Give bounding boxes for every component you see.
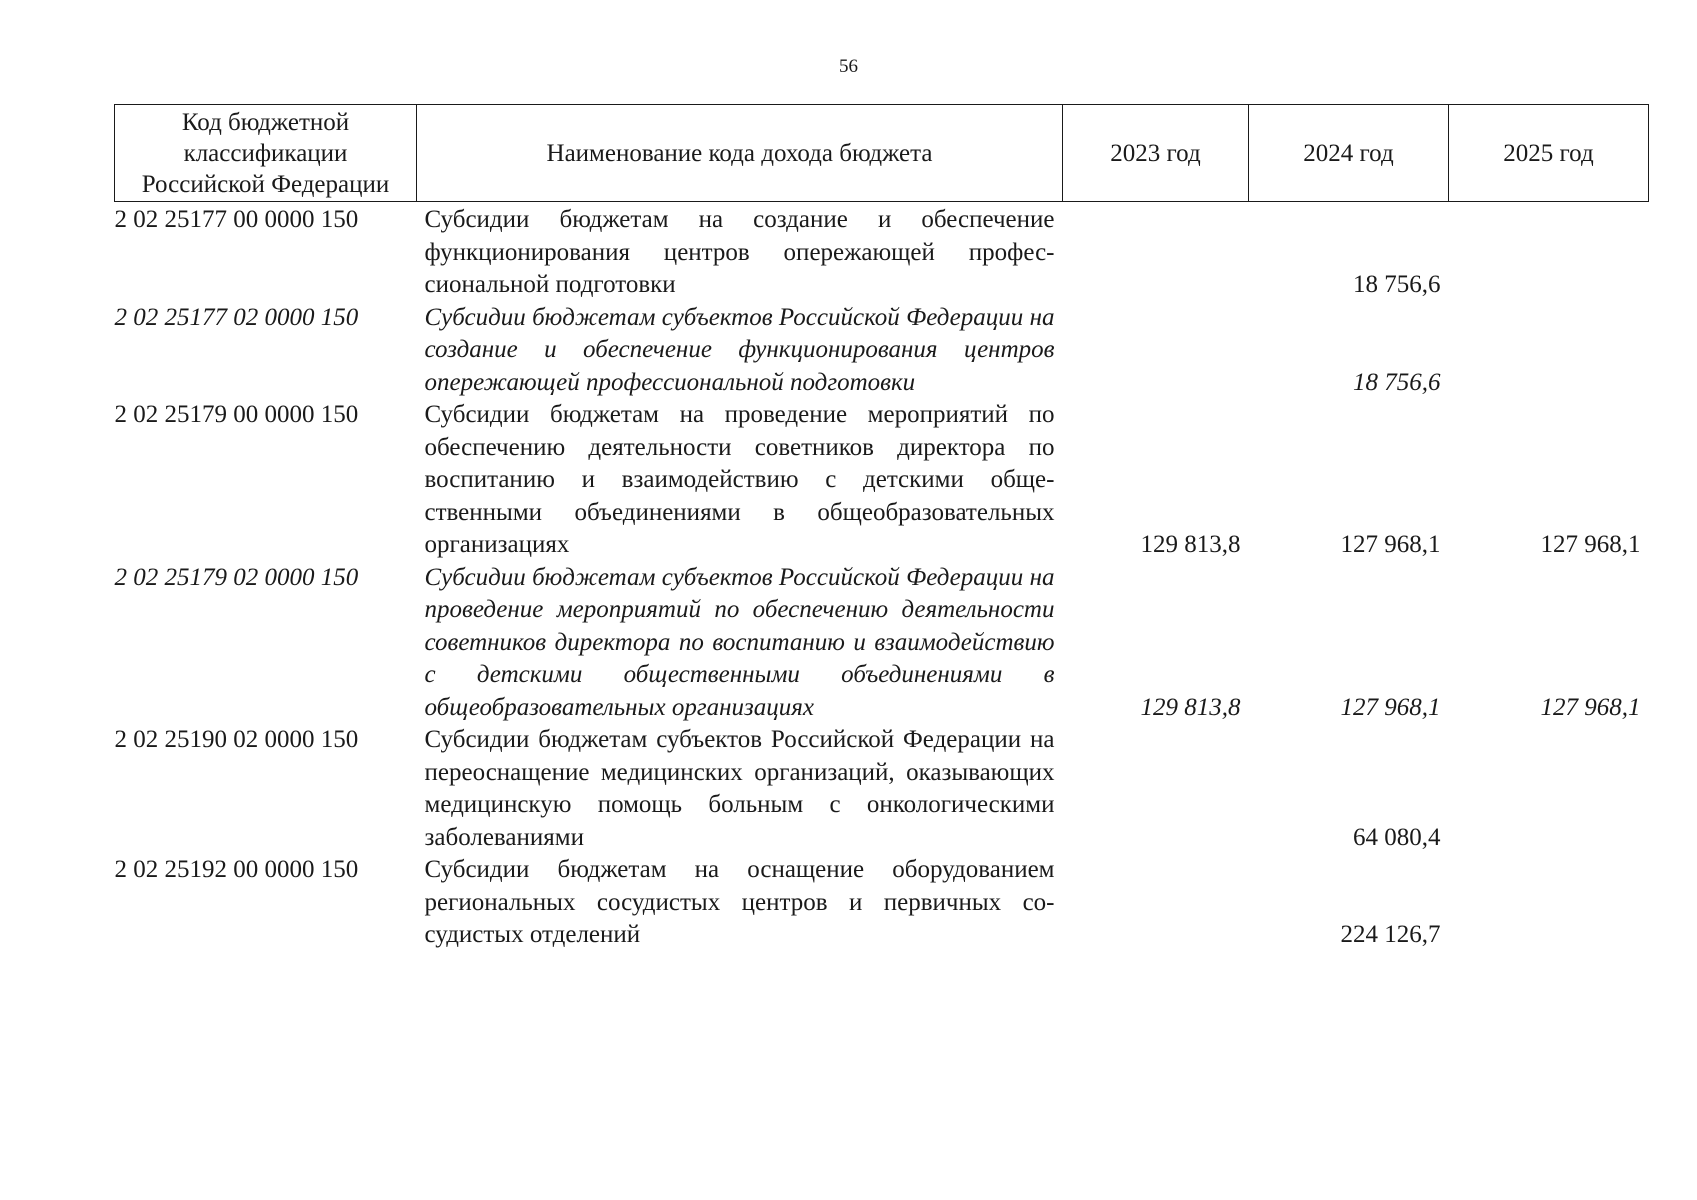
row-value-2024: 224 126,7 (1340, 921, 1441, 948)
row-value-2023 (1063, 854, 1249, 952)
header-2025: 2025 год (1449, 105, 1649, 202)
table-row (115, 399, 1649, 562)
row-code: 2 02 25190 02 0000 150 (114, 726, 359, 753)
row-value-2025: 127 968,1 (1540, 531, 1641, 558)
row-value-2025 (1449, 854, 1649, 952)
row-value-2025: 127 968,1 (1540, 693, 1641, 721)
table-row (115, 302, 1649, 400)
row-value-2025 (1449, 202, 1649, 302)
table-body (115, 202, 1649, 952)
page-number: 56 (839, 56, 858, 77)
row-code: 2 02 25192 00 0000 150 (114, 856, 359, 883)
row-code: 2 02 25177 02 0000 150 (114, 303, 359, 331)
table-row (115, 562, 1649, 725)
table-row (115, 202, 1649, 302)
budget-table (114, 104, 1649, 952)
table-row (115, 854, 1649, 952)
row-value-2025 (1449, 302, 1649, 400)
table-row (115, 724, 1649, 854)
row-value-2025 (1449, 724, 1649, 854)
row-value-2023 (1063, 202, 1249, 302)
header-2023: 2023 год (1063, 105, 1249, 202)
row-value-2023 (1063, 302, 1249, 400)
table-header (115, 105, 1649, 202)
row-value-2023: 129 813,8 (1140, 531, 1241, 558)
row-value-2024: 127 968,1 (1340, 693, 1441, 721)
row-code: 2 02 25179 00 0000 150 (114, 401, 359, 428)
row-value-2024: 18 756,6 (1353, 271, 1441, 298)
header-2024: 2024 год (1249, 105, 1449, 202)
header-code: Код бюджетной классификации Российской Федерации (115, 105, 417, 202)
row-value-2024: 18 756,6 (1353, 368, 1441, 396)
row-value-2023: 129 813,8 (1140, 693, 1241, 721)
row-code: 2 02 25179 02 0000 150 (114, 563, 359, 591)
row-value-2024: 127 968,1 (1340, 531, 1441, 558)
row-name: Субсидии бюджетам субъектов Российской Федерации на проведение мероприятий по обеспечению деятельности советников директора по воспитанию и взаимодействию с детскими общественными объединениями в общеобразовательных организациях (424, 563, 1055, 721)
row-name: Субсидии бюджетам субъектов Российской Федерации на создание и обеспечение функционирования центров опережающей профессиональной подготовки (424, 303, 1055, 396)
row-code: 2 02 25177 00 0000 150 (114, 206, 359, 233)
row-value-2023 (1063, 724, 1249, 854)
header-name: Наименование кода дохода бюджета (417, 105, 1063, 202)
row-name: Субсидии бюджетам на оснащение оборудованием региональных сосудистых центров и первичных сосудистых отделений (424, 856, 1055, 948)
row-name: Субсидии бюджетам на проведение мероприятий по обеспечению деятельности советников директора по воспитанию и взаимодействию с детскими общественными объединениями в общеобразовательных организациях (424, 401, 1055, 558)
row-value-2024: 64 080,4 (1353, 823, 1441, 851)
row-name: Субсидии бюджетам субъектов Российской Федерации на переоснащение медицинских организаций, оказывающих медицинскую помощь больным с онкологическими заболеваниями (424, 726, 1055, 851)
row-name: Субсидии бюджетам на создание и обеспечение функционирования центров опережающей профессиональной подготовки (424, 206, 1055, 298)
